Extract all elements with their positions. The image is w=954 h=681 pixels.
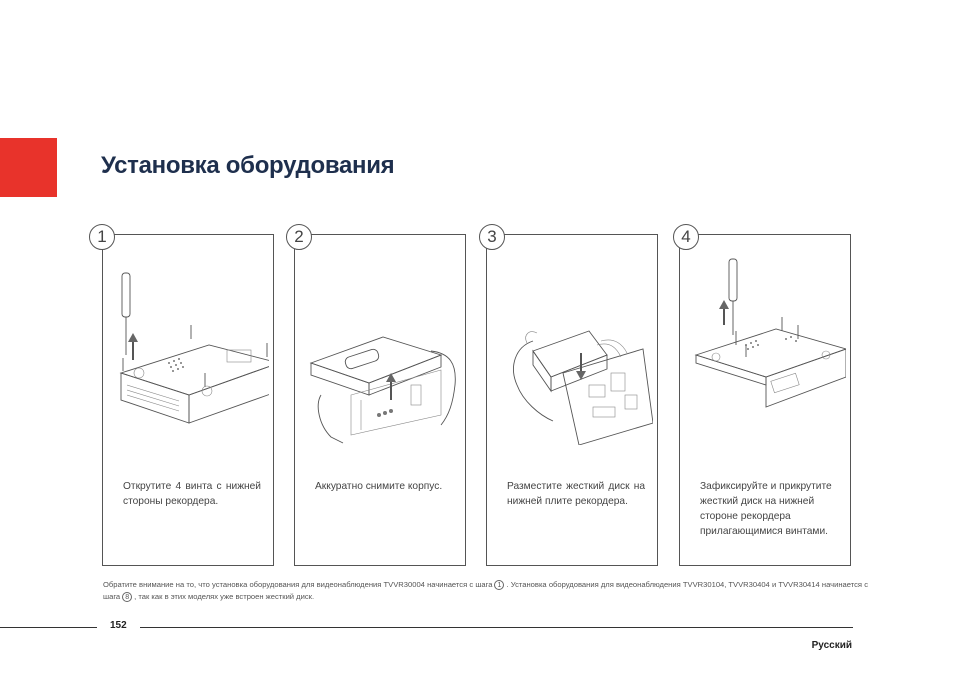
page-number: 152 xyxy=(110,620,127,631)
footnote-part-1: Обратите внимание на то, что установка оборудования для видеонаблюдения TVVR30004 начинается с шага xyxy=(103,580,493,589)
remove-cover-illustration xyxy=(301,245,461,445)
language-label: Русский xyxy=(811,640,852,651)
step-panel-3 xyxy=(486,234,658,566)
footer-rule-left xyxy=(0,627,97,628)
footnote-part-3: , так как в этих моделях уже встроен жесткий диск. xyxy=(134,592,315,601)
step-number-4: 4 xyxy=(673,224,699,250)
section-color-tab xyxy=(0,138,57,197)
step-reference-1: 1 xyxy=(494,580,504,590)
place-hard-disk-illustration xyxy=(493,245,653,445)
footnote xyxy=(103,579,868,603)
step-number-2: 2 xyxy=(286,224,312,250)
step-number-3: 3 xyxy=(479,224,505,250)
step-1-text: Открутите 4 винта с нижней стороны рекордера. xyxy=(123,481,261,507)
page-title: Установка оборудования xyxy=(101,152,395,179)
step-number-1: 1 xyxy=(89,224,115,250)
step-3-text: Разместите жесткий диск на нижней плите рекордера. xyxy=(507,481,645,507)
unscrew-bottom-screws-illustration xyxy=(109,245,269,445)
footnote-part-2: . Установка оборудования для видеонаблюдения TVVR30104, TVVR30404 и TVVR30414 начинается с шага xyxy=(103,580,868,601)
step-2-text: Аккуратно снимите корпус. xyxy=(315,481,443,492)
step-reference-8: 8 xyxy=(122,592,132,602)
step-panel-4 xyxy=(679,234,851,566)
step-panel-1 xyxy=(102,234,274,566)
step-4-text: Зафиксируйте и прикрутите жесткий диск на нижней стороне рекордера прилагающимися винтами. xyxy=(700,481,832,537)
screw-hard-disk-illustration xyxy=(686,245,846,445)
step-panel-2 xyxy=(294,234,466,566)
footer-rule-right xyxy=(140,627,853,628)
